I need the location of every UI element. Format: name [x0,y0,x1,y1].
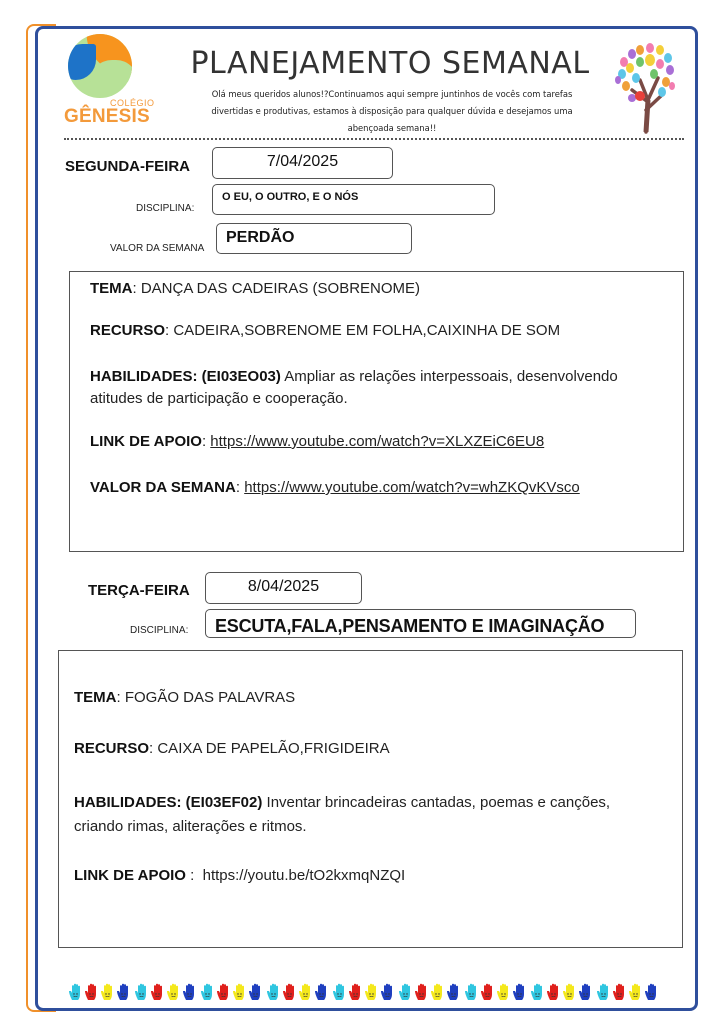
hand-icon [398,983,414,1001]
greeting-line: Olá meus queridos alunos!?Continuamos aqui sempre juntinhos de vocês com tarefas [211,89,573,99]
hand-icon [380,983,396,1001]
support-link[interactable]: https://youtu.be/tO2kxmqNZQI [202,867,406,884]
monday-valor-label: VALOR DA SEMANA [110,243,205,254]
recurso-label: RECURSO [90,322,166,339]
hand-icon [578,983,594,1001]
hand-icon [200,983,216,1001]
monday-disciplina-label: DISCIPLINA: [136,203,195,214]
support-link[interactable]: https://www.youtube.com/watch?v=XLXZEiC6EU8 [210,433,545,450]
hand-icon [282,983,298,1001]
header-divider [64,138,684,140]
hand-icon [596,983,612,1001]
monday-disciplina: O EU, O OUTRO, E O NÓS [222,191,359,203]
hand-icon [266,983,282,1001]
hand-icon [116,983,132,1001]
tema-label: TEMA [90,280,133,297]
hand-group [464,983,528,1005]
tema-value: : DANÇA DAS CADEIRAS (SOBRENOME) [132,280,421,297]
greeting-line: abençoada semana!! [347,123,437,133]
monday-recurso [90,320,663,342]
monday-content-box [69,271,684,552]
tuesday-content-box [58,650,683,948]
hand-icon [314,983,330,1001]
hand-icon [166,983,182,1001]
logo-small-text: COLÉGIO [110,98,155,108]
hand-group [530,983,594,1005]
hand-icon [496,983,512,1001]
hand-icon [644,983,660,1001]
tema-value: : FOGÃO DAS PALAVRAS [116,689,296,706]
greeting-line: divertidas e produtivas, estamos à disposição para qualquer dúvida e desejamos uma [211,106,573,116]
hand-icon [68,983,84,1001]
hand-icon [446,983,462,1001]
hand-icon [430,983,446,1001]
monday-habilidades [90,366,663,410]
hand-icon [232,983,248,1001]
hand-icon [182,983,198,1001]
hand-icon [134,983,150,1001]
tema-label: TEMA [74,689,117,706]
hand-icon [512,983,528,1001]
tuesday-date-field [205,572,362,604]
monday-tema [90,278,663,300]
hand-group [134,983,198,1005]
hand-icon [480,983,496,1001]
hand-icon [562,983,578,1001]
hand-icon [84,983,100,1001]
hand-icon [348,983,364,1001]
hand-icon [248,983,264,1001]
hand-icon [216,983,232,1001]
separator: : [201,433,211,450]
valor-link-label: VALOR DA SEMANA [90,479,236,496]
page-title: PLANEJAMENTO SEMANAL [190,46,590,81]
monday-link-apoio [90,431,663,453]
tuesday-tema [74,687,662,709]
recurso-value: : CAIXA DE PAPELÃO,FRIGIDEIRA [149,740,390,757]
habilidades-label: HABILIDADES: (EI03EF02) [74,794,263,811]
monday-valor-field [216,223,412,254]
tuesday-habilidades [74,791,622,839]
tuesday-date: 8/04/2025 [247,578,320,595]
hand-icon [628,983,644,1001]
greeting-text [172,86,612,137]
hand-icon [530,983,546,1001]
monday-disciplina-field [212,184,495,215]
monday-valor-link [90,477,663,499]
monday-valor: PERDÃO [226,229,295,246]
hand-icon [546,983,562,1001]
hand-group [266,983,330,1005]
hand-icon [612,983,628,1001]
logo-name: GÊNESIS [64,106,150,127]
school-logo [64,32,160,132]
logo-emblem-icon [68,34,132,98]
hand-group [200,983,264,1005]
link-label: LINK DE APOIO [74,867,186,884]
separator: : [235,479,245,496]
monday-day-label: SEGUNDA-FEIRA [65,158,191,175]
hand-group [68,983,132,1005]
tuesday-link-apoio [74,865,662,887]
monday-date-field [212,147,393,179]
habilidades-value: Ampliar as relações interpessoais, desenvolvendo atitudes de participação e cooperação. [90,368,618,407]
monday-date: 7/04/2025 [266,153,339,170]
hand-icon [464,983,480,1001]
hand-icon [332,983,348,1001]
habilidades-value: Inventar brincadeiras cantadas, poemas e canções, criando rimas, aliterações e ritmos. [74,794,611,835]
hand-icon [100,983,116,1001]
separator: : [185,867,203,884]
hand-icon [150,983,166,1001]
hands-decoration [68,983,668,1005]
hand-group [332,983,396,1005]
hand-group [398,983,462,1005]
hand-group [596,983,660,1005]
valor-link[interactable]: https://www.youtube.com/watch?v=whZKQvKVsco [244,479,580,496]
tuesday-disciplina-label: DISCIPLINA: [130,625,189,636]
tuesday-disciplina-field [205,609,636,638]
colorful-tree-icon [610,40,680,135]
hand-icon [364,983,380,1001]
tuesday-disciplina: ESCUTA,FALA,PENSAMENTO E IMAGINAÇÃO [215,616,605,636]
habilidades-label: HABILIDADES: (EI03EO03) [90,368,281,385]
recurso-label: RECURSO [74,740,150,757]
hand-icon [414,983,430,1001]
tuesday-day-label: TERÇA-FEIRA [88,582,190,599]
hand-icon [298,983,314,1001]
recurso-value: : CADEIRA,SOBRENOME EM FOLHA,CAIXINHA DE SOM [165,322,561,339]
tuesday-recurso [74,738,662,760]
link-label: LINK DE APOIO [90,433,202,450]
